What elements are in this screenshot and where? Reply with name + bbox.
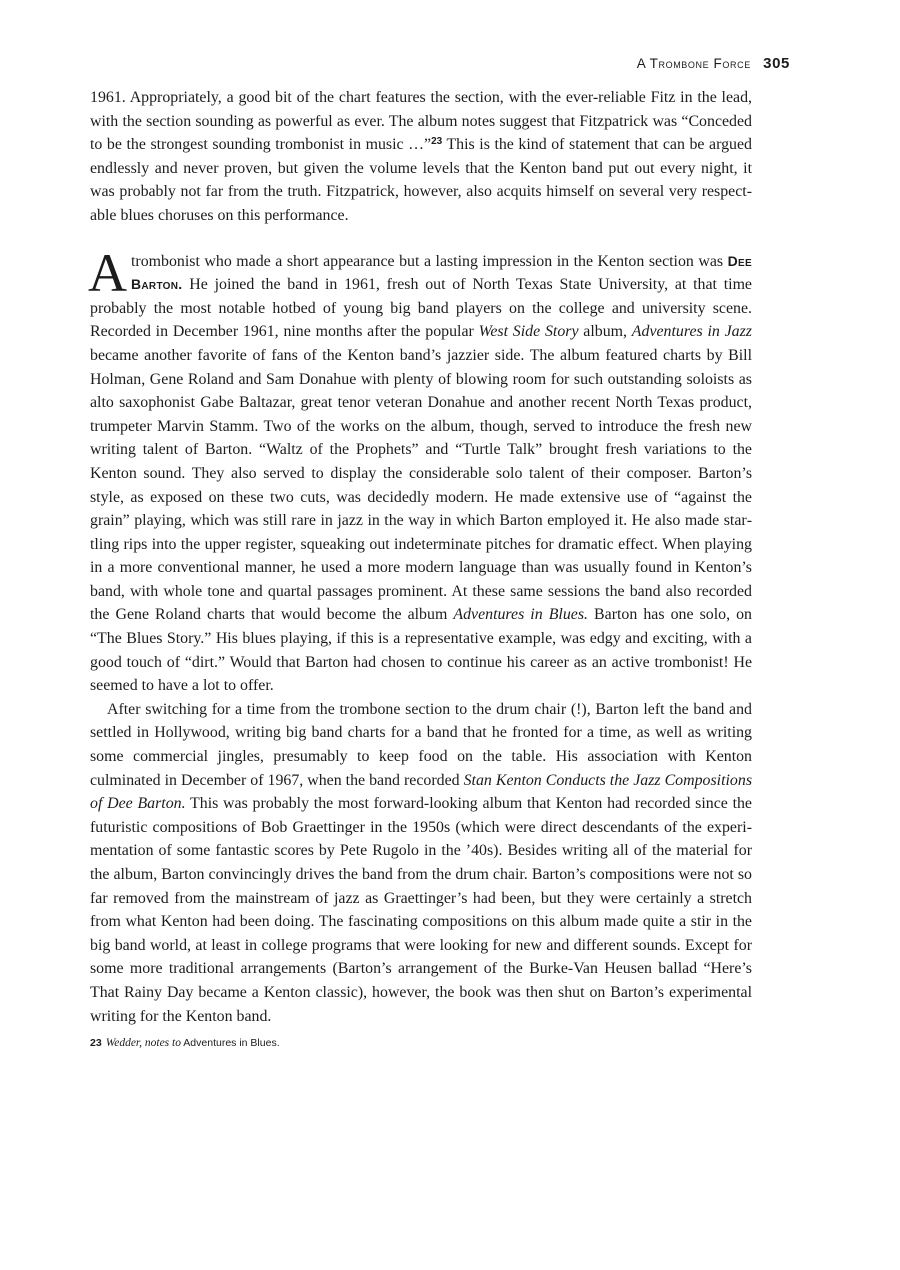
album-title: Adventures in Blues. bbox=[453, 606, 588, 624]
paragraph-text: trombonist who made a short appearance but a lasting impression in the Kenton section was bbox=[131, 252, 728, 270]
paragraph-text: This is the kind of statement that can be argued endlessly and never proven, but given the volume levels that the Kenton band put out every night, it was probably not far from the truth. Fitzpatrick, however, also acquits himself on several very respectable blues choruses on this performance. bbox=[90, 136, 752, 224]
book-page bbox=[88, 52, 790, 1052]
paragraph-dee-barton bbox=[88, 242, 752, 698]
paragraph-text: He joined the band in 1961, fresh out of North Texas State University, at that time probably the most notable hotbed of young big band players on the college and university scene. Recorded in December 1961, nine months after the popular bbox=[90, 276, 752, 341]
footnote-italic: Wedder, notes to bbox=[105, 1037, 181, 1050]
album-title: Stan Kenton Conducts the Jazz Compositions of Dee Barton. bbox=[90, 771, 752, 813]
paragraph-text: This was probably the most forward-looking album that Kenton had recorded since the futuristic compositions of Bob Graettinger in the 1950s (which were direct descendants of the experimentation of some fantastic scores by Pete Rugolo in the ’40s). Besides writing all of the material for the album, Barton convincingly drives the band from the drum chair. Barton’s compositions were not so far removed from the mainstream of jazz as Graettinger’s had been, but they were certainly a stretch from what Kenton had been doing. The fascinating compositions on this album made quite a stir in the big band world, at least in college programs that were looking for new and different sounds. Except for some more traditional arrangements (Barton’s arrangement of the Burke-Van Heusen ballad “Here’s That Rainy Day became a Kenton classic), however, the book was then shut on Barton’s experimental writing for the Kenton band. bbox=[90, 795, 752, 1025]
paragraph-text: 1961. Appropriately, a good bit of the chart features the section, with the ever-reliable Fitz in the lead, with the section sounding as powerful as ever. The album notes suggest that Fitzpatrick was “Conceded to be the strongest sounding trombonist in music …” bbox=[90, 89, 752, 154]
running-title: A Trombone Force bbox=[636, 56, 751, 71]
footnote-reference: 23 bbox=[431, 136, 443, 148]
paragraph-text: Barton has one solo, on “The Blues Story.” His blues playing, if this is a representative example, was edgy and exciting, with a good touch of “dirt.” Would that Barton had chosen to continue his career as an active trombonist! He seemed to have a lot to offer. bbox=[90, 606, 752, 695]
paragraph-text: became another favorite of fans of the Kenton band’s jazzier side. The album featured charts by Bill Holman, Gene Roland and Sam Donahue with plenty of blowing room for such outstanding soloists as alto saxophonist Gabe Baltazar, great tenor veteran Donahue and another recent North Texas product, trumpeter Marvin Stamm. Two of the works on the album, though, served to introduce the fresh new writing talent of Barton. “Waltz of the Prophets” and “Turtle Talk” brought fresh variations to the Kenton sound. They also served to display the considerable solo talent of their composer. Barton’s style, as exposed on these two cuts, was decidedly modern. He made extensive use of “against the grain” playing, which was still rare in jazz in the way in which Barton employed it. He also made startling rips into the upper register, squeaking out indeterminate pitches for dramatic effect. When playing in a more conventional manner, he used a more modern language than was usually found in Kenton’s band, with whole tone and quartal passages prominent. At these same sessions the band also recorded the Gene Roland charts that would become the album bbox=[90, 346, 752, 624]
footnote-text: Adventures in Blues. bbox=[180, 1037, 280, 1050]
album-title: Adventures in Jazz bbox=[631, 323, 752, 341]
album-title: West Side Story bbox=[478, 323, 579, 341]
paragraph-continuation bbox=[90, 86, 752, 228]
paragraph-text: After switching for a time from the trombone section to the drum chair (!), Barton left the band and settled in Hollywood, writing big band charts for a band that he fronted for a time, as well as writing some commercial jingles, presumably to keep food on the table. His association with Kenton culminated in December of 1967, when the band recorded bbox=[90, 700, 752, 789]
drop-cap: A bbox=[88, 242, 127, 303]
page-number: 305 bbox=[763, 55, 790, 72]
footnote-number: 23 bbox=[90, 1037, 102, 1050]
footnote bbox=[90, 1034, 752, 1052]
person-name: Dee Barton. bbox=[131, 252, 752, 293]
paragraph-text: album, bbox=[578, 323, 632, 341]
running-head bbox=[90, 52, 790, 76]
paragraph-hollywood bbox=[90, 698, 752, 1028]
